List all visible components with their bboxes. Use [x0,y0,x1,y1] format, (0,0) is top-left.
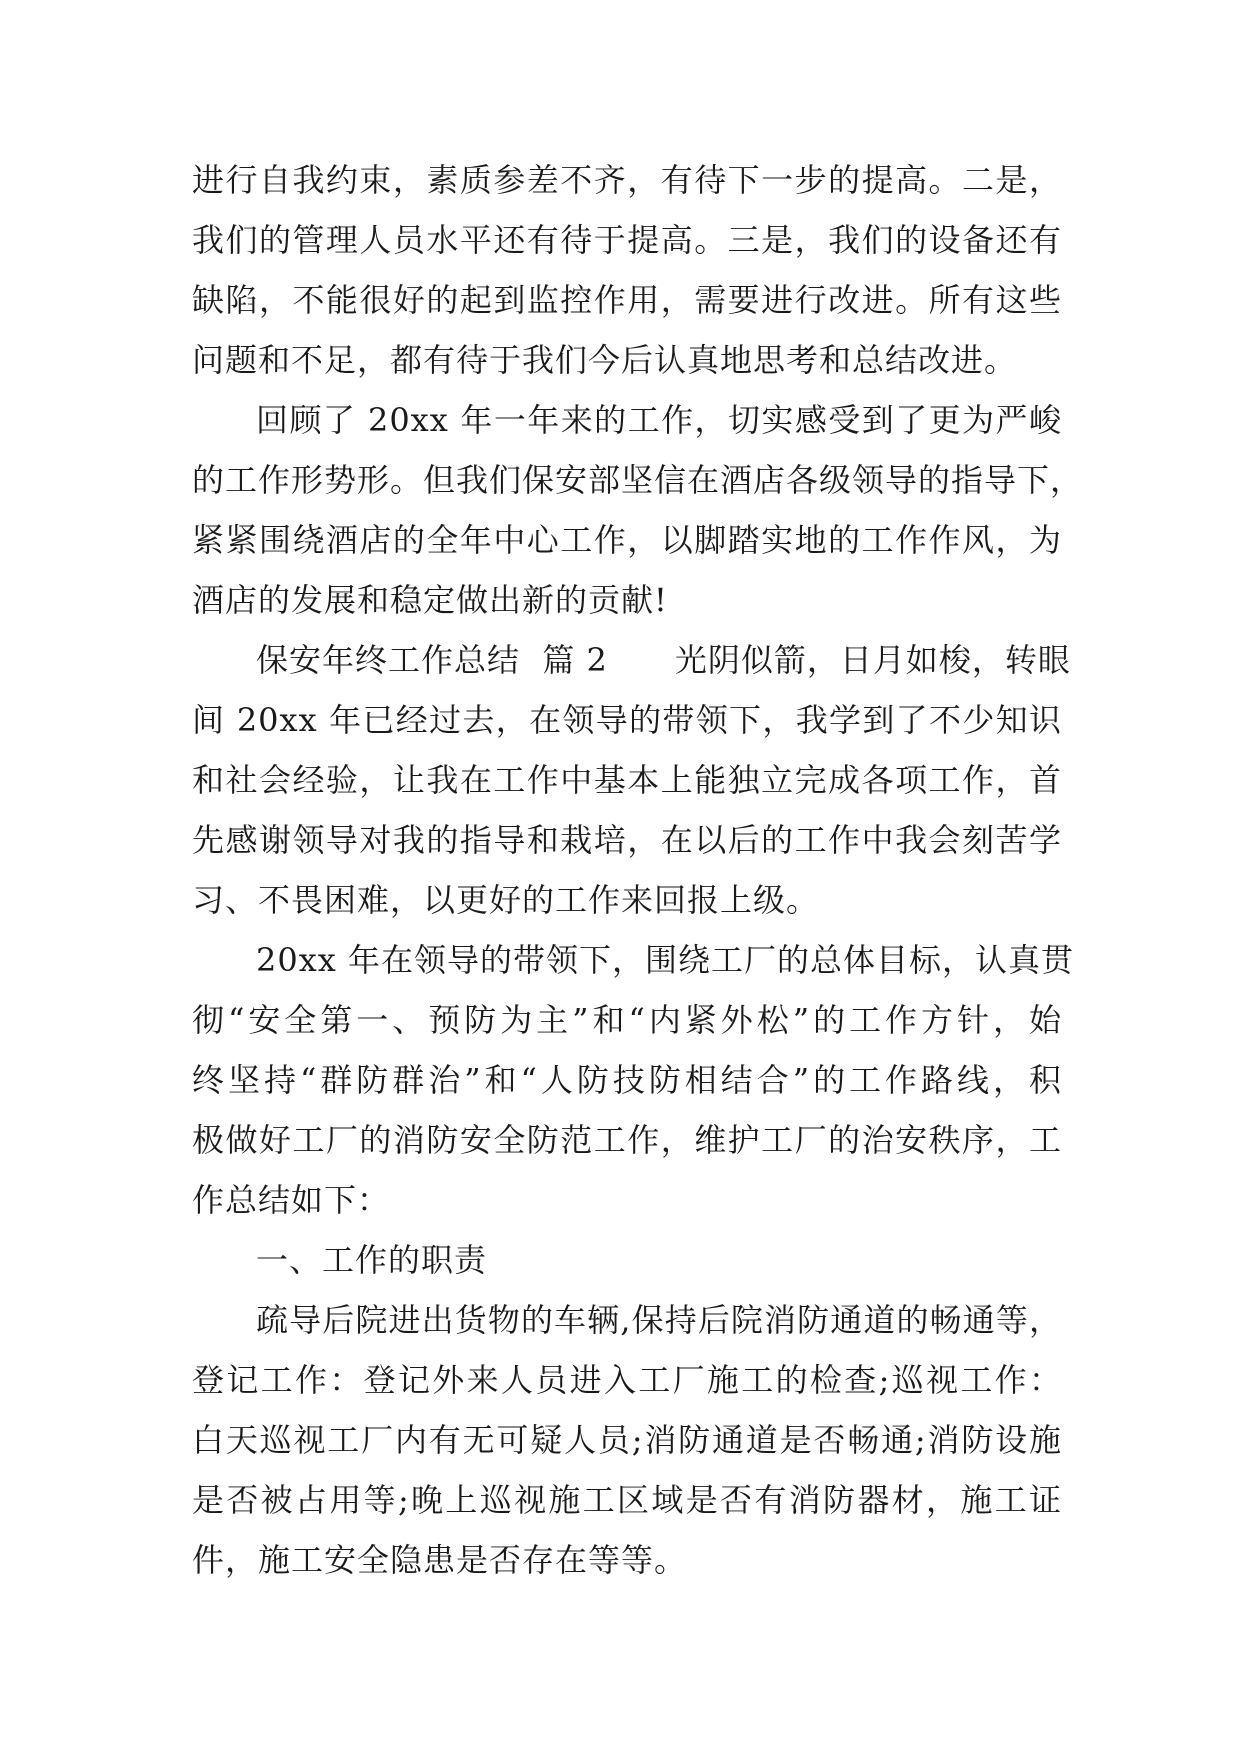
text-line: 彻“安全第一、预防为主”和“内紧外松”的工作方针，始 [192,1001,1062,1039]
text-line: 登记工作：登记外来人员进入工厂施工的检查;巡视工作： [192,1361,1062,1399]
text-line: 回顾了 20xx 年一年来的工作，切实感受到了更为严峻 [256,401,1062,439]
text-line: 和社会经验，让我在工作中基本上能独立完成各项工作，首 [192,761,1062,799]
text-line: 先感谢领导对我的指导和栽培，在以后的工作中我会刻苦学 [192,821,1062,859]
text-line: 紧紧围绕酒店的全年中心工作，以脚踏实地的工作作风，为 [192,521,1062,559]
text-line: 问题和不足，都有待于我们今后认真地思考和总结改进。 [192,341,1018,379]
text-line: 白天巡视工厂内有无可疑人员;消防通道是否畅通;消防设施 [192,1421,1062,1459]
text-line: 进行自我约束，素质参差不齐，有待下一步的提高。二是， [192,161,1062,199]
text-line: 我们的管理人员水平还有待于提高。三是，我们的设备还有 [192,221,1062,259]
text-line: 终坚持“群防群治”和“人防技防相结合”的工作路线，积 [192,1061,1062,1099]
text-line: 酒店的发展和稳定做出新的贡献! [192,581,668,619]
text-line: 作总结如下： [192,1181,391,1219]
text-line: 缺陷，不能很好的起到监控作用，需要进行改进。所有这些 [192,281,1062,319]
document-body [192,160,1084,1600]
section-heading: 一、工作的职责 [256,1241,488,1279]
text-line: 间 20xx 年已经过去，在领导的带领下，我学到了不少知识 [192,701,1062,739]
text-line: 的工作形势形。但我们保安部坚信在酒店各级领导的指导下， [192,461,1084,499]
text-line: 疏导后院进出货物的车辆,保持后院消防通道的畅通等， [256,1301,1062,1339]
text-line: 习、不畏困难，以更好的工作来回报上级。 [192,881,820,919]
text-line: 件，施工安全隐患是否存在等等。 [192,1541,688,1579]
text-line: 20xx 年在领导的带领下，围绕工厂的总体目标，认真贯 [256,941,1074,979]
text-line: 保安年终工作总结 篇 2 光阴似箭，日月如梭，转眼 [256,641,1071,679]
text-line: 极做好工厂的消防安全防范工作，维护工厂的治安秩序，工 [192,1121,1062,1159]
text-line: 是否被占用等;晚上巡视施工区域是否有消防器材，施工证 [192,1481,1062,1519]
